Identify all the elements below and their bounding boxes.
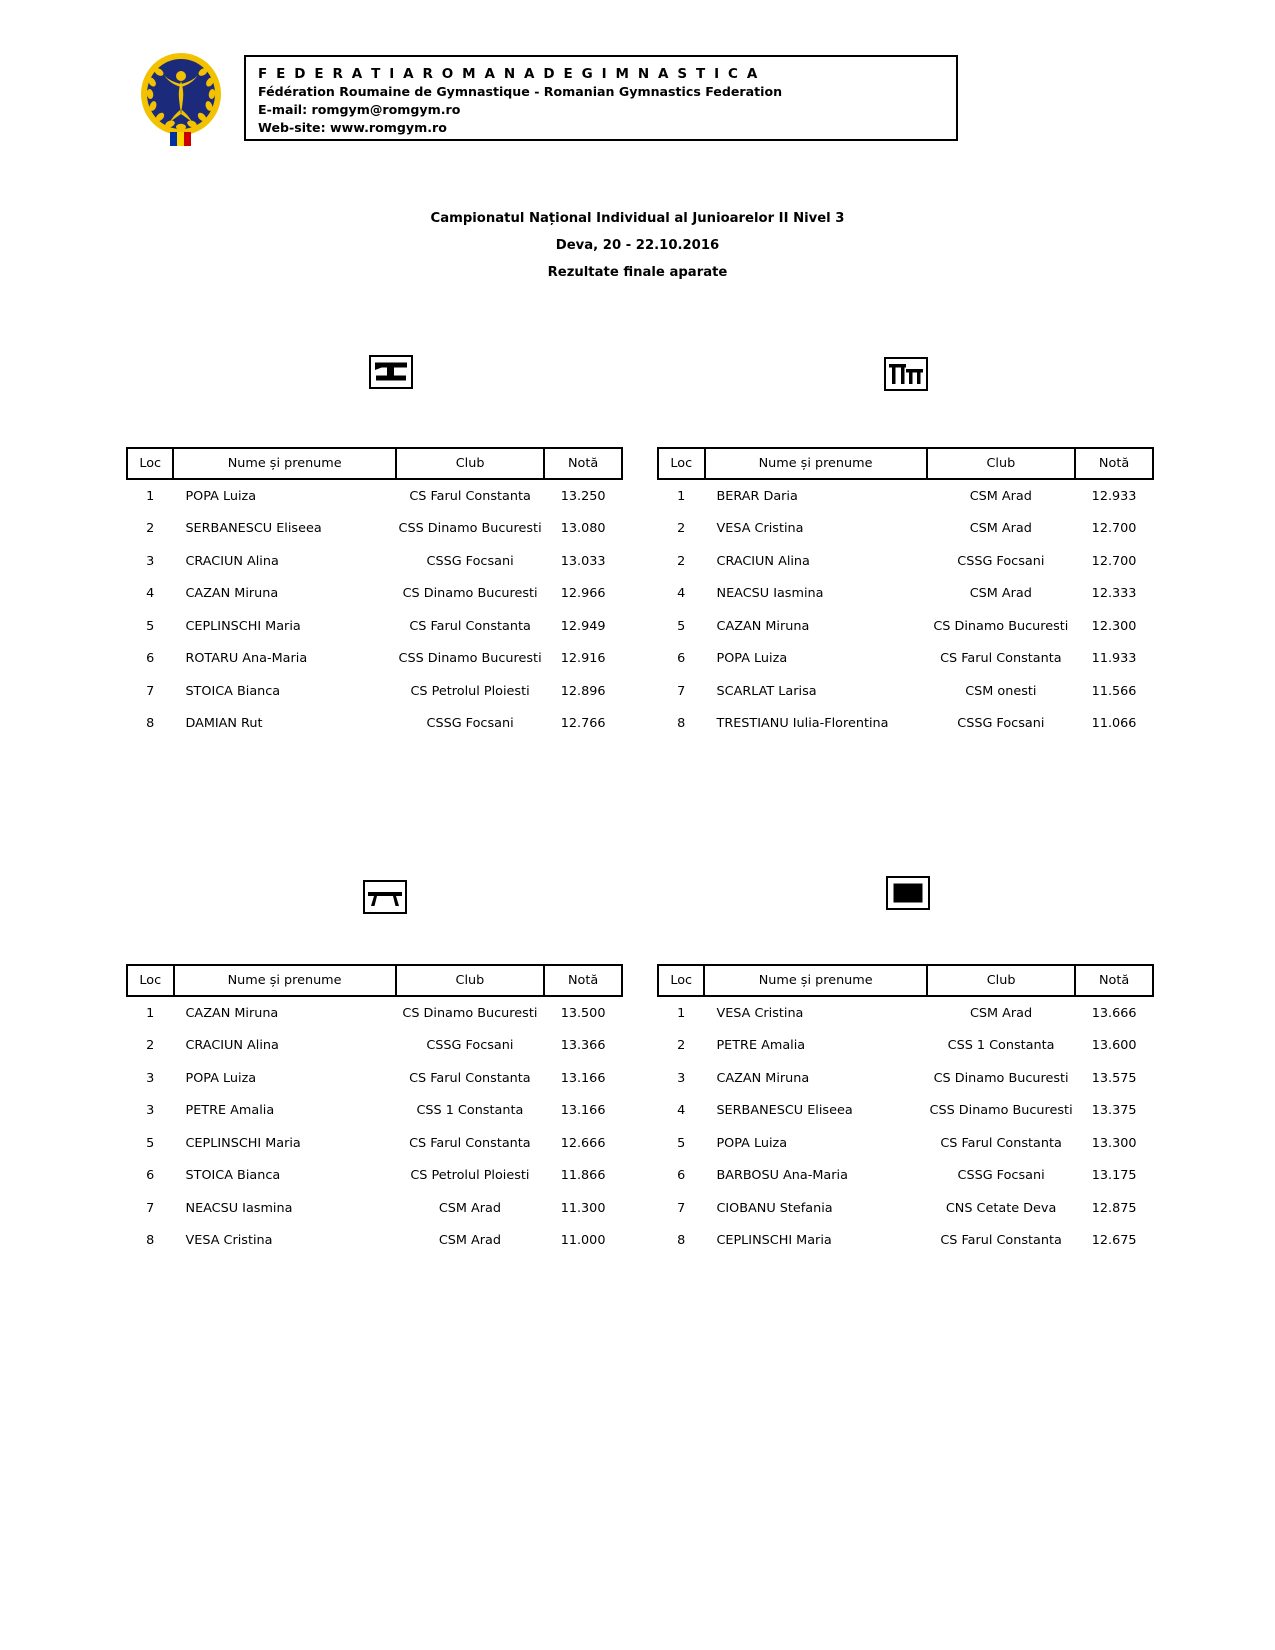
table-row [658, 1160, 1153, 1193]
cell-score: 11.300 [560, 1200, 606, 1216]
table-row [658, 1095, 1153, 1128]
cell-name: BERAR Daria [716, 488, 798, 504]
cell-loc: 6 [146, 1168, 155, 1184]
cell-name: BARBOSU Ana-Maria [716, 1168, 848, 1184]
table-row [658, 1030, 1153, 1063]
cell-loc: 5 [146, 618, 155, 634]
table-row [127, 1127, 622, 1160]
cell-name: PETRE Amalia [716, 1038, 806, 1054]
table-row [658, 996, 1153, 1030]
cell-loc: 6 [677, 1168, 686, 1184]
cell-loc: 2 [677, 1038, 686, 1054]
cell-score: 12.875 [1091, 1200, 1137, 1216]
cell-loc: 3 [146, 553, 155, 569]
table-row [127, 1030, 622, 1063]
cell-score: 13.166 [560, 1070, 606, 1086]
cell-club: CSS Dinamo Bucuresti [398, 651, 542, 667]
table-header-row [127, 965, 622, 996]
cell-name: STOICA Bianca [185, 683, 281, 699]
cell-name: CRACIUN Alina [185, 1038, 279, 1054]
page-title: Campionatul Național Individual al Junioarelor II Nivel 3 [430, 211, 845, 226]
column-header-score: Notă [544, 448, 622, 479]
cell-score: 13.166 [560, 1103, 606, 1119]
cell-club: CS Petrolul Ploiesti [410, 1168, 530, 1184]
table-row [658, 1192, 1153, 1225]
column-header-name: Nume și prenume [173, 448, 396, 479]
column-header-name: Nume și prenume [174, 965, 396, 996]
cell-loc: 1 [146, 488, 155, 504]
table-row [127, 479, 622, 513]
cell-loc: 2 [677, 553, 686, 569]
column-header-name: Nume și prenume [704, 965, 927, 996]
federation-name-fr-en: Fédération Roumaine de Gymnastique - Romanian Gymnastics Federation [258, 84, 783, 99]
cell-name: CAZAN Miruna [185, 1005, 279, 1021]
cell-loc: 7 [146, 1200, 155, 1216]
column-header-score: Notă [544, 965, 622, 996]
column-header-score: Notă [1075, 965, 1153, 996]
cell-name: PETRE Amalia [185, 1103, 275, 1119]
cell-club: CSSG Focsani [957, 553, 1045, 569]
cell-club: CS Farul Constanta [409, 1135, 531, 1151]
table-header-row [127, 448, 622, 479]
cell-club: CSS Dinamo Bucuresti [398, 521, 542, 537]
letterhead [134, 52, 960, 148]
cell-loc: 6 [146, 651, 155, 667]
results-table-floor [657, 964, 1154, 1257]
table-header-row [658, 965, 1153, 996]
uneven-bars-icon [884, 357, 928, 391]
cell-club: CS Dinamo Bucuresti [402, 586, 538, 602]
cell-score: 12.675 [1091, 1233, 1137, 1249]
table-row [127, 675, 622, 708]
column-header-club: Club [396, 965, 545, 996]
cell-loc: 1 [677, 1005, 686, 1021]
table-row [127, 1225, 622, 1258]
cell-name: DAMIAN Rut [185, 716, 263, 732]
table-row [127, 610, 622, 643]
cell-loc: 1 [146, 1005, 155, 1021]
cell-name: CIOBANU Stefania [716, 1200, 833, 1216]
cell-club: CS Dinamo Bucuresti [933, 618, 1069, 634]
column-header-club: Club [927, 448, 1076, 479]
cell-loc: 2 [146, 1038, 155, 1054]
cell-name: CAZAN Miruna [716, 618, 810, 634]
cell-name: CAZAN Miruna [716, 1070, 810, 1086]
table-row [127, 708, 622, 741]
cell-loc: 7 [677, 1200, 686, 1216]
cell-club: CS Petrolul Ploiesti [410, 683, 530, 699]
cell-club: CS Farul Constanta [940, 651, 1062, 667]
cell-club: CNS Cetate Deva [945, 1200, 1057, 1216]
table-row [127, 643, 622, 676]
cell-name: POPA Luiza [716, 651, 788, 667]
cell-name: ROTARU Ana-Maria [185, 651, 308, 667]
cell-score: 12.666 [560, 1135, 606, 1151]
cell-score: 12.333 [1091, 586, 1137, 602]
table-row [658, 479, 1153, 513]
cell-loc: 5 [677, 1135, 686, 1151]
federation-website: Web-site: www.romgym.ro [258, 120, 447, 135]
event-venue-date: Deva, 20 - 22.10.2016 [555, 238, 720, 253]
cell-score: 12.700 [1091, 521, 1137, 537]
cell-loc: 8 [677, 716, 686, 732]
cell-name: TRESTIANU Iulia-Florentina [716, 716, 889, 732]
cell-name: NEACSU Iasmina [185, 1200, 293, 1216]
cell-loc: 8 [146, 1233, 155, 1249]
cell-name: VESA Cristina [716, 1005, 804, 1021]
table-row [127, 578, 622, 611]
cell-name: SERBANESCU Eliseea [716, 1103, 853, 1119]
cell-club: CSS 1 Constanta [947, 1038, 1055, 1054]
cell-score: 13.666 [1091, 1005, 1137, 1021]
cell-loc: 4 [677, 586, 686, 602]
table-row [658, 1062, 1153, 1095]
cell-club: CS Farul Constanta [940, 1135, 1062, 1151]
cell-name: CRACIUN Alina [716, 553, 810, 569]
cell-loc: 4 [146, 586, 155, 602]
cell-club: CS Dinamo Bucuresti [402, 1005, 538, 1021]
cell-score: 13.300 [1091, 1135, 1137, 1151]
cell-loc: 7 [146, 683, 155, 699]
results-table-balance-beam [126, 964, 623, 1257]
cell-score: 12.933 [1091, 488, 1137, 504]
column-header-loc: Loc [127, 965, 174, 996]
cell-club: CSSG Focsani [957, 1168, 1045, 1184]
cell-score: 13.366 [560, 1038, 606, 1054]
cell-club: CSS 1 Constanta [416, 1103, 524, 1119]
cell-name: SERBANESCU Eliseea [185, 521, 322, 537]
letterhead-text-box [244, 55, 958, 141]
cell-name: CRACIUN Alina [185, 553, 279, 569]
cell-loc: 8 [146, 716, 155, 732]
frg-crest-icon [134, 52, 228, 148]
cell-score: 12.949 [560, 618, 606, 634]
results-table-uneven-bars [657, 447, 1154, 740]
table-row [658, 610, 1153, 643]
cell-score: 13.375 [1091, 1103, 1137, 1119]
cell-club: CSSG Focsani [426, 553, 514, 569]
cell-score: 11.066 [1091, 716, 1137, 732]
cell-club: CS Farul Constanta [409, 488, 531, 504]
cell-loc: 2 [146, 521, 155, 537]
cell-club: CSM Arad [438, 1200, 501, 1216]
cell-club: CSM Arad [969, 586, 1032, 602]
column-header-name: Nume și prenume [705, 448, 927, 479]
cell-loc: 5 [146, 1135, 155, 1151]
table-row [127, 1095, 622, 1128]
table-row [658, 675, 1153, 708]
cell-club: CS Dinamo Bucuresti [933, 1070, 1069, 1086]
cell-club: CSSG Focsani [426, 1038, 514, 1054]
column-header-loc: Loc [658, 965, 704, 996]
cell-name: VESA Cristina [716, 521, 804, 537]
cell-club: CSM Arad [970, 1005, 1033, 1021]
cell-loc: 1 [677, 488, 686, 504]
cell-club: CSSG Focsani [426, 716, 514, 732]
table-row [658, 708, 1153, 741]
cell-club: CSM onesti [965, 683, 1037, 699]
cell-club: CSS Dinamo Bucuresti [929, 1103, 1073, 1119]
column-header-club: Club [927, 965, 1075, 996]
cell-name: CEPLINSCHI Maria [716, 1233, 832, 1249]
cell-score: 13.033 [560, 553, 606, 569]
table-row [127, 513, 622, 546]
table-row [658, 1225, 1153, 1258]
cell-score: 12.766 [560, 716, 606, 732]
vault-icon [369, 355, 413, 389]
cell-loc: 3 [677, 1070, 686, 1086]
cell-score: 13.600 [1091, 1038, 1137, 1054]
cell-club: CSSG Focsani [957, 716, 1045, 732]
cell-loc: 8 [677, 1233, 686, 1249]
cell-loc: 6 [677, 651, 686, 667]
cell-score: 11.000 [560, 1233, 606, 1249]
table-row [127, 1062, 622, 1095]
cell-loc: 5 [677, 618, 686, 634]
cell-name: STOICA Bianca [185, 1168, 281, 1184]
cell-score: 13.500 [560, 1005, 606, 1021]
column-header-loc: Loc [127, 448, 173, 479]
cell-name: SCARLAT Larisa [716, 683, 817, 699]
cell-score: 11.866 [560, 1168, 606, 1184]
table-row [658, 578, 1153, 611]
column-header-score: Notă [1075, 448, 1153, 479]
document-title-block [0, 205, 1275, 286]
cell-score: 12.700 [1091, 553, 1137, 569]
cell-name: POPA Luiza [716, 1135, 788, 1151]
table-row [127, 1192, 622, 1225]
table-row [127, 996, 622, 1030]
cell-club: CS Farul Constanta [409, 1070, 531, 1086]
cell-club: CSM Arad [438, 1233, 501, 1249]
cell-loc: 4 [677, 1103, 686, 1119]
cell-name: VESA Cristina [185, 1233, 273, 1249]
cell-score: 12.966 [560, 586, 606, 602]
cell-name: CEPLINSCHI Maria [185, 618, 301, 634]
cell-score: 13.080 [560, 521, 606, 537]
table-header-row [658, 448, 1153, 479]
federation-name-ro: F E D E R A T I A R O M A N A D E G I M N A S T I C A [258, 66, 760, 82]
column-header-loc: Loc [658, 448, 705, 479]
results-table-vault [126, 447, 623, 740]
cell-score: 12.300 [1091, 618, 1137, 634]
document-subtitle: Rezultate finale aparate [547, 265, 728, 280]
table-row [658, 513, 1153, 546]
cell-club: CSM Arad [969, 488, 1032, 504]
cell-score: 11.933 [1091, 651, 1137, 667]
table-row [127, 545, 622, 578]
floor-icon [886, 876, 930, 910]
cell-score: 12.916 [560, 651, 606, 667]
cell-club: CS Farul Constanta [940, 1233, 1062, 1249]
table-row [127, 1160, 622, 1193]
table-row [658, 1127, 1153, 1160]
cell-loc: 2 [677, 521, 686, 537]
cell-name: POPA Luiza [185, 488, 257, 504]
cell-score: 13.250 [560, 488, 606, 504]
cell-name: CAZAN Miruna [185, 586, 279, 602]
cell-score: 11.566 [1091, 683, 1137, 699]
cell-loc: 3 [146, 1070, 155, 1086]
cell-loc: 7 [677, 683, 686, 699]
cell-loc: 3 [146, 1103, 155, 1119]
cell-name: POPA Luiza [185, 1070, 257, 1086]
table-row [658, 545, 1153, 578]
balance-beam-icon [363, 880, 407, 914]
cell-score: 13.575 [1091, 1070, 1137, 1086]
cell-club: CSM Arad [969, 521, 1032, 537]
cell-name: CEPLINSCHI Maria [185, 1135, 301, 1151]
federation-email: E-mail: romgym@romgym.ro [258, 102, 461, 117]
cell-club: CS Farul Constanta [409, 618, 531, 634]
column-header-club: Club [396, 448, 544, 479]
cell-name: NEACSU Iasmina [716, 586, 824, 602]
table-row [658, 643, 1153, 676]
cell-score: 13.175 [1091, 1168, 1137, 1184]
cell-score: 12.896 [560, 683, 606, 699]
